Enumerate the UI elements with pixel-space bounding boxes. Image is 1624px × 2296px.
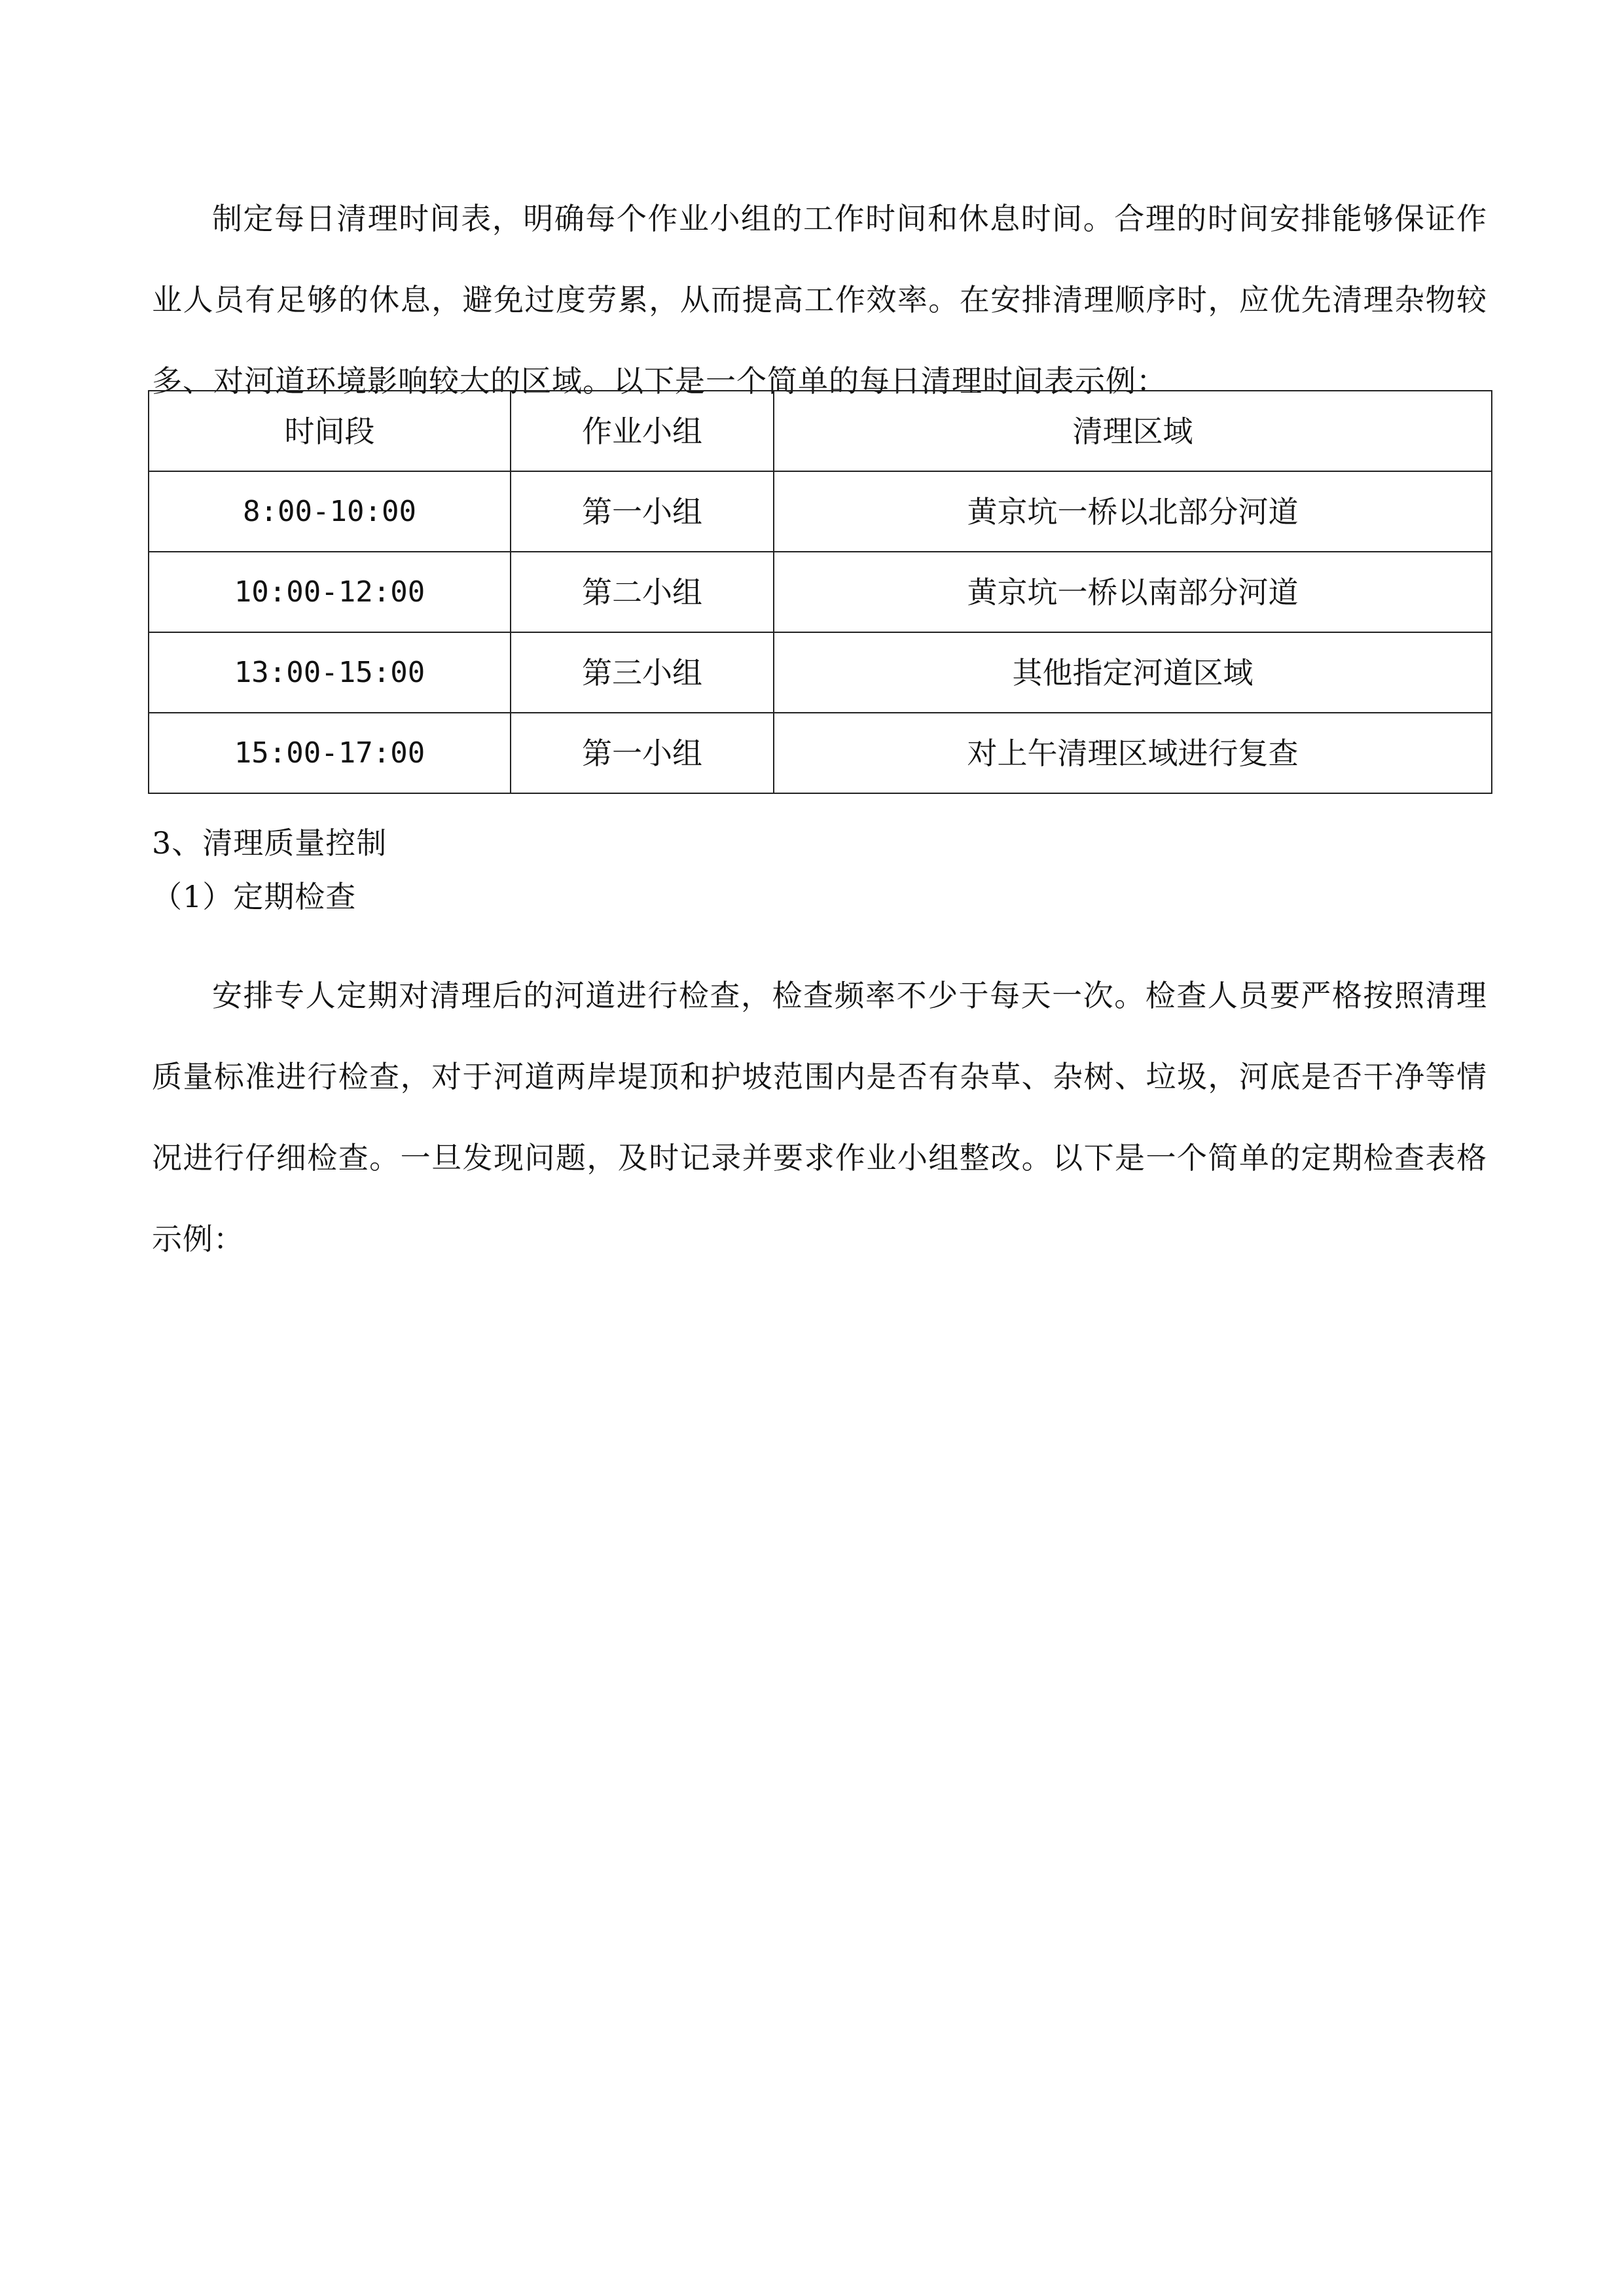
table-row (149, 632, 1492, 713)
time-cell: 8:00-10:00 (149, 471, 511, 552)
daily-cleaning-schedule-table (148, 390, 1492, 794)
area-cell: 黄京坑一桥以南部分河道 (774, 552, 1492, 632)
group-cell: 第二小组 (511, 552, 774, 632)
group-cell: 第三小组 (511, 632, 774, 713)
area-cell: 其他指定河道区域 (774, 632, 1492, 713)
time-cell: 13:00-15:00 (149, 632, 511, 713)
group-cell: 第一小组 (511, 471, 774, 552)
inspection-paragraph: 安排专人定期对清理后的河道进行检查，检查频率不少于每天一次。检查人员要严格按照清理质量标准进行检查，对于河道两岸堤顶和护坡范围内是否有杂草、杂树、垃圾，河底是否干净等情况进行仔细检查。一旦发现问题，及时记录并要求作业小组整改。以下是一个简单的定期检查表格示例： (152, 978, 1487, 1257)
group-cell: 第一小组 (511, 713, 774, 793)
table-row (149, 471, 1492, 552)
intro-paragraph: 制定每日清理时间表，明确每个作业小组的工作时间和休息时间。合理的时间安排能够保证作业人员有足够的休息，避免过度劳累，从而提高工作效率。在安排清理顺序时，应优先清理杂物较多、对河道环境影响较大的区域。以下是一个简单的每日清理时间表示例： (152, 201, 1487, 399)
table-header-row (149, 391, 1492, 471)
subsection-heading-regular-inspection: （1）定期检查 (152, 879, 357, 914)
time-cell: 15:00-17:00 (149, 713, 511, 793)
section-heading-quality-control: 3、清理质量控制 (152, 825, 388, 861)
area-cell: 对上午清理区域进行复查 (774, 713, 1492, 793)
header-cleaning-area: 清理区域 (774, 391, 1492, 471)
table-row (149, 713, 1492, 793)
area-cell: 黄京坑一桥以北部分河道 (774, 471, 1492, 552)
table-row (149, 552, 1492, 632)
header-work-group: 作业小组 (511, 391, 774, 471)
time-cell: 10:00-12:00 (149, 552, 511, 632)
header-time-period: 时间段 (149, 391, 511, 471)
